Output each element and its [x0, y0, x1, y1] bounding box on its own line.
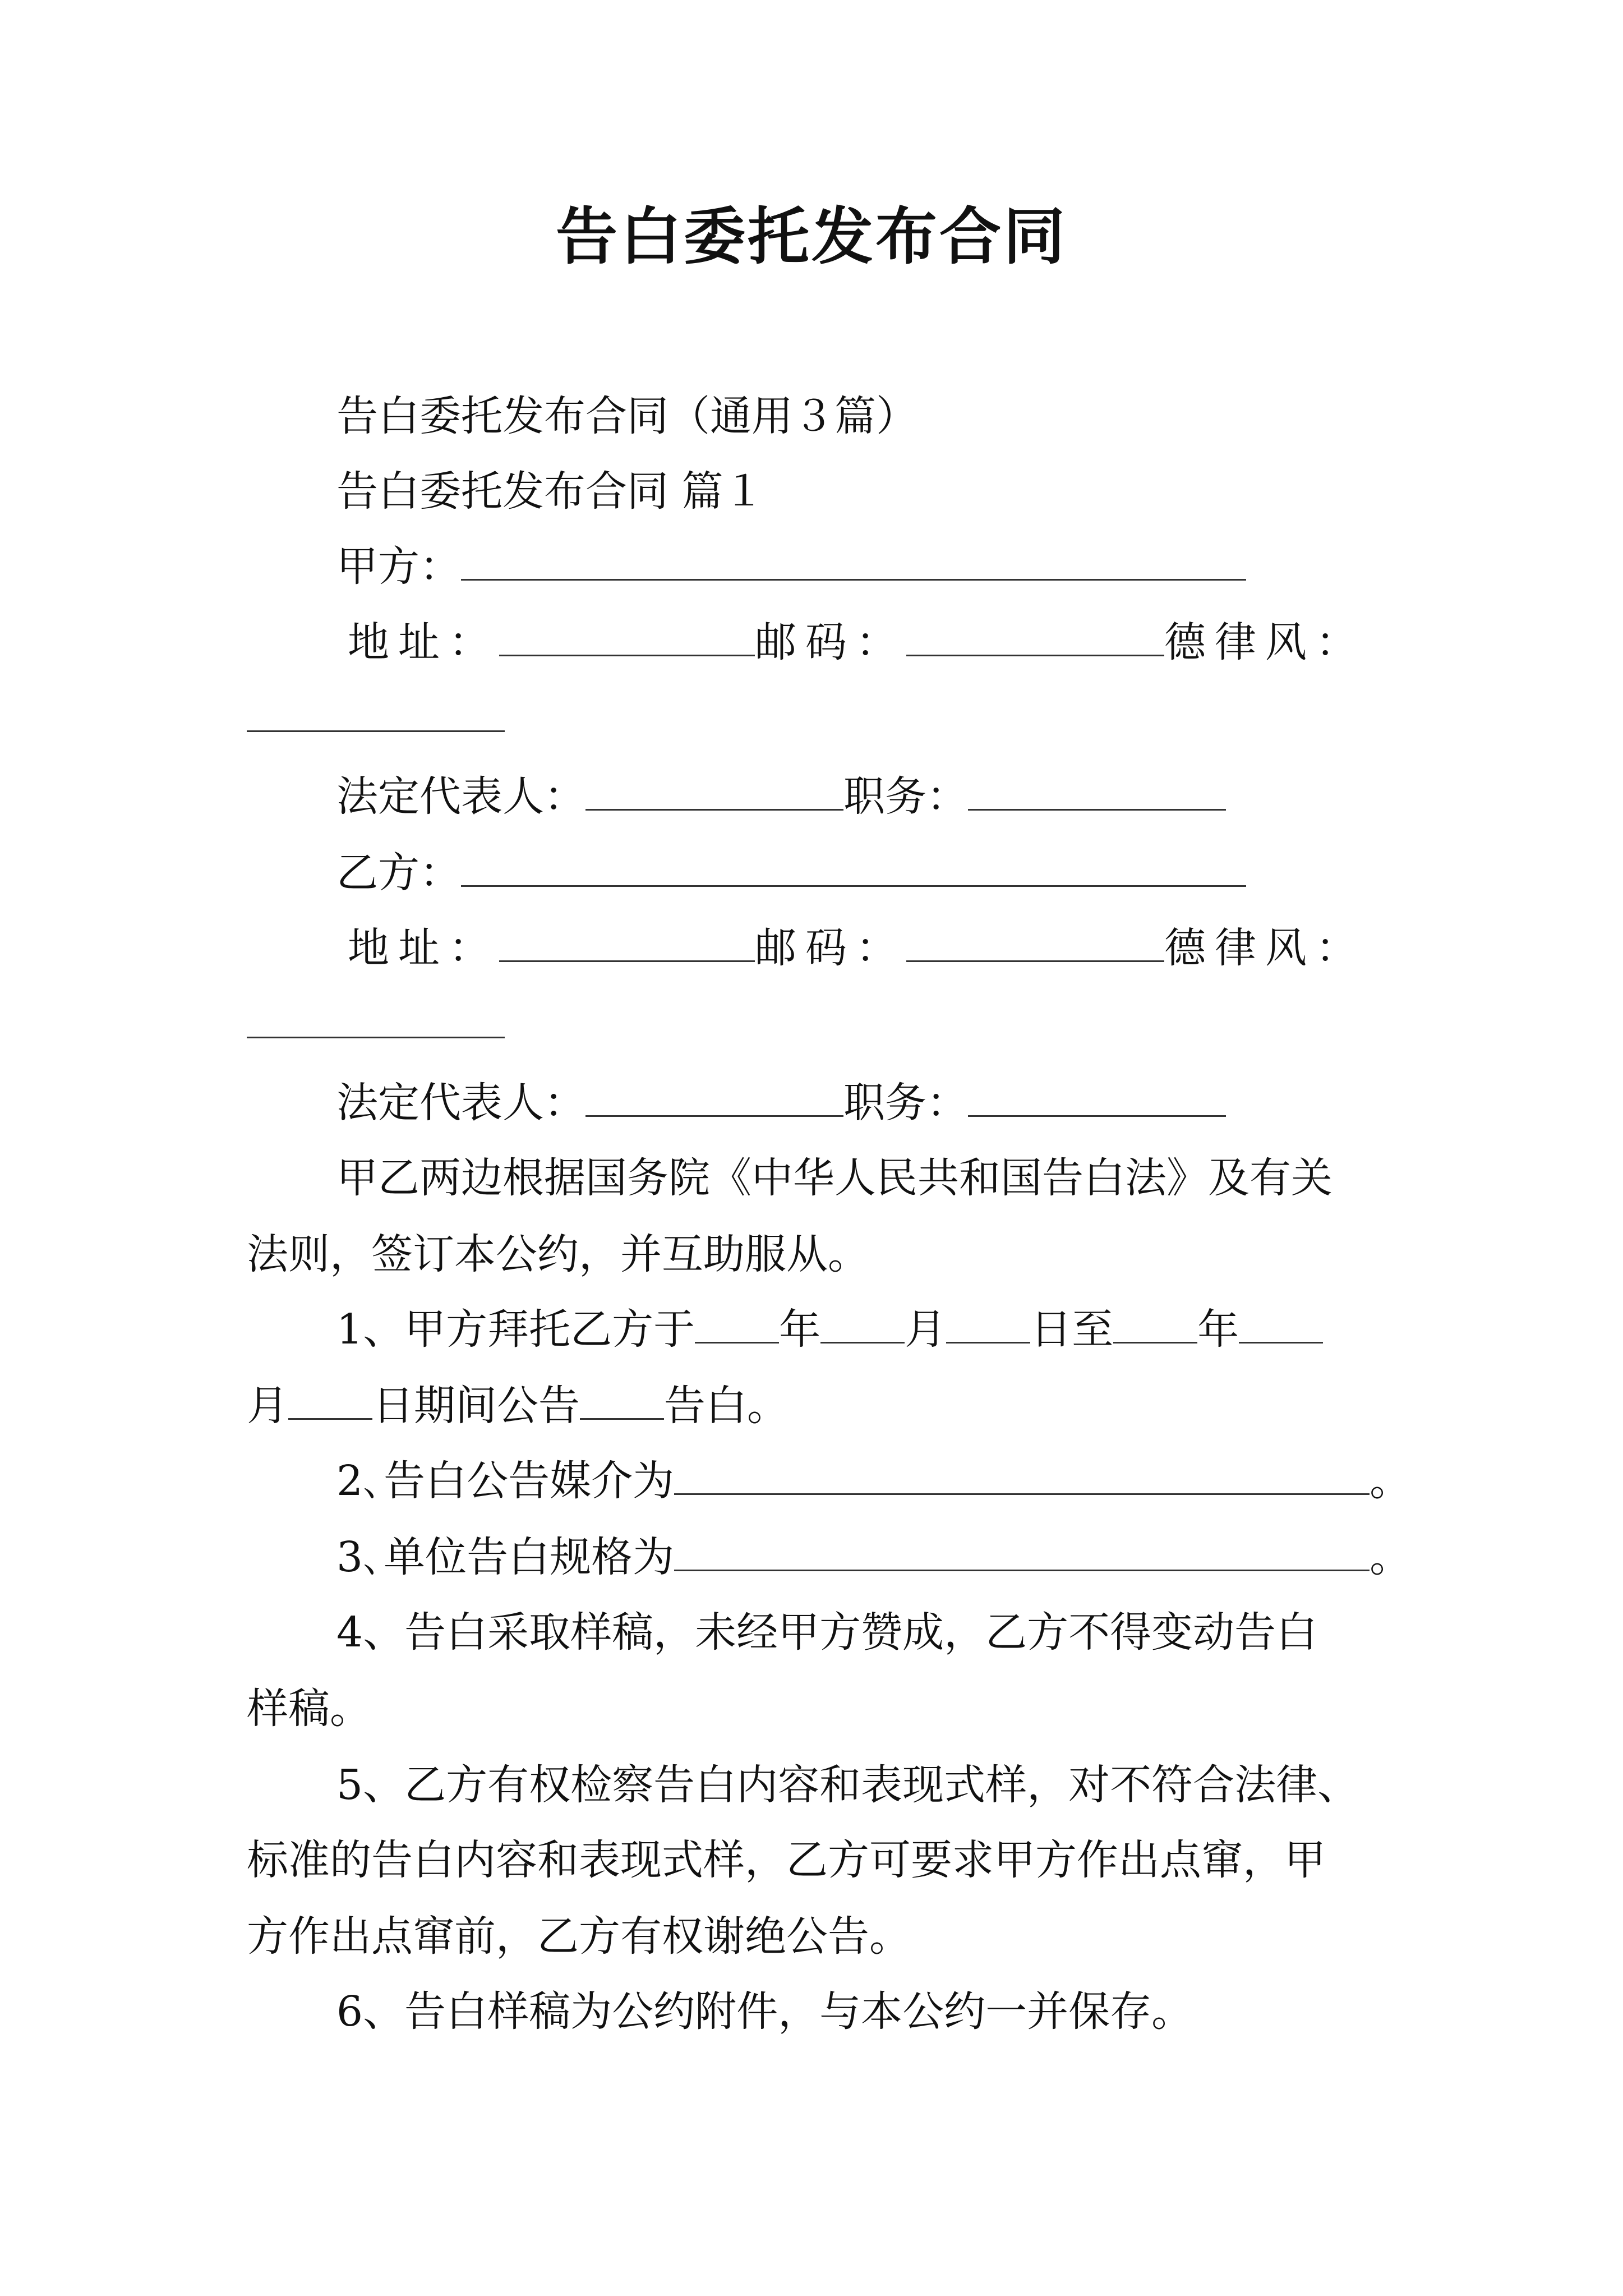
year-label: 年 [1197, 1305, 1239, 1354]
phone-blank[interactable] [247, 1037, 505, 1038]
phone-blank[interactable] [247, 730, 505, 732]
clause-1-end: 告白。 [664, 1382, 789, 1430]
intro-line-2: 法则，签订本公约，并互助服从。 [247, 1230, 869, 1278]
postcode-blank[interactable] [906, 614, 1164, 656]
clause-1-line-2 [247, 1378, 789, 1434]
address-blank[interactable] [499, 614, 755, 656]
end-day-blank[interactable] [288, 1378, 372, 1420]
position-blank[interactable] [968, 769, 1226, 811]
period-label: 日期间公告 [372, 1382, 580, 1430]
party-b-blank[interactable] [461, 845, 1246, 887]
postcode-label: 邮码： [755, 924, 906, 972]
legal-rep-label: 法定代表人： [336, 772, 585, 821]
party-b-label: 乙方： [336, 849, 461, 897]
phone-label: 德律风： [1164, 924, 1366, 972]
postcode-blank[interactable] [906, 920, 1164, 962]
day-to-label: 日至 [1030, 1305, 1114, 1354]
clause-6: 6、告白样稿为公约附件，与本公约一并保存。 [336, 1987, 1193, 2036]
spec-blank[interactable] [674, 1529, 1370, 1571]
start-year-blank[interactable] [695, 1301, 779, 1343]
clause-3 [336, 1529, 1411, 1585]
clause-3-text: 3､单位告白规格为 [336, 1533, 675, 1581]
legal-rep-blank[interactable] [585, 1075, 843, 1117]
intro-line-1: 甲乙两边根据国务院《中华人民共和国告白法》及有关 [336, 1154, 1332, 1202]
start-month-blank[interactable] [820, 1301, 905, 1343]
clause-5-line-2: 标准的告白内容和表现式样，乙方可要求甲方作出点窜，甲 [247, 1836, 1326, 1884]
party-b-address-row [348, 920, 1366, 976]
start-day-blank[interactable] [946, 1301, 1030, 1343]
month-label: 月 [905, 1305, 947, 1354]
end-month-blank[interactable] [1239, 1301, 1323, 1343]
clause-5-line-1: 5、乙方有权检察告白内容和表现式样，对不符合法律、 [336, 1761, 1359, 1809]
address-label: 地址： [348, 618, 499, 666]
clause-1-line-1 [336, 1301, 1323, 1358]
party-b-row [336, 845, 1246, 901]
month-label: 月 [247, 1382, 288, 1430]
legal-rep-label: 法定代表人： [336, 1079, 585, 1127]
party-a-label: 甲方： [336, 542, 461, 591]
party-a-rep-row [336, 769, 1226, 825]
address-blank[interactable] [499, 920, 755, 962]
clause-4-line-2: 样稿。 [247, 1685, 371, 1733]
media-blank[interactable] [674, 1453, 1370, 1495]
legal-rep-blank[interactable] [585, 769, 843, 811]
document-title: 告白委托发布合同 [556, 200, 1067, 273]
full-stop: 。 [1370, 1457, 1412, 1505]
party-a-row [336, 539, 1246, 595]
position-blank[interactable] [968, 1075, 1226, 1117]
phone-label: 德律风： [1164, 618, 1366, 666]
year-label: 年 [779, 1305, 821, 1354]
party-b-rep-row [336, 1075, 1226, 1131]
subtitle: 告白委托发布合同（通用３篇） [336, 392, 917, 440]
party-a-address-row [348, 614, 1366, 670]
clause-2 [336, 1453, 1411, 1509]
end-year-blank[interactable] [1113, 1301, 1197, 1343]
clause-4-line-1: 4、告白采取样稿，未经甲方赞成，乙方不得变动告白 [336, 1608, 1318, 1657]
clause-1-text: 1、甲方拜托乙方于 [336, 1305, 695, 1354]
party-a-blank[interactable] [461, 539, 1246, 581]
position-label: 职务： [843, 772, 968, 821]
position-label: 职务： [843, 1079, 968, 1127]
section-heading: 告白委托发布合同 篇１ [336, 467, 765, 516]
postcode-label: 邮码： [755, 618, 906, 666]
clause-2-text: 2､告白公告媒介为 [336, 1457, 675, 1505]
clause-5-line-3: 方作出点窜前，乙方有权谢绝公告。 [247, 1912, 911, 1961]
full-stop: 。 [1370, 1533, 1412, 1581]
count-blank[interactable] [580, 1378, 664, 1420]
address-label: 地址： [348, 924, 499, 972]
